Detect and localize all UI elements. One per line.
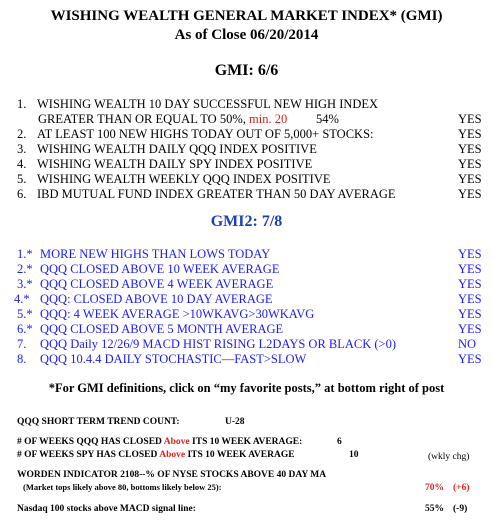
gmi2-item-5-num: 5.* xyxy=(17,307,33,321)
gmi2-item-5-result: YES xyxy=(458,307,482,321)
gmi2-item-1-num: 1.* xyxy=(17,247,33,261)
gmi-item-5-num: 5. xyxy=(17,172,27,186)
weekly-change-label: (wkly chg) xyxy=(428,452,470,462)
gmi-item-4-result: YES xyxy=(458,157,482,171)
gmi2-item-8-num: 8. xyxy=(17,352,27,366)
gmi2-item-8-text: QQQ 10.4.4 DAILY STOCHASTIC—FAST>SLOW xyxy=(40,352,307,366)
gmi-score: GMI: 6/6 xyxy=(214,62,279,79)
macd-change: (-9) xyxy=(453,504,468,514)
gmi-item-6-result: YES xyxy=(458,187,482,201)
gmi2-item-2-text: QQQ CLOSED ABOVE 10 WEEK AVERAGE xyxy=(40,262,280,276)
gmi2-item-7-num: 7. xyxy=(17,337,27,351)
gmi-item-5-text: WISHING WEALTH WEEKLY QQQ INDEX POSITIVE xyxy=(37,172,331,186)
gmi2-item-7-result: NO xyxy=(458,337,477,351)
gmi-definitions-note: *For GMI definitions, click on “my favorite posts,” at bottom right of post xyxy=(48,381,445,395)
gmi2-item-6-text: QQQ CLOSED ABOVE 5 MONTH AVERAGE xyxy=(40,322,284,336)
gmi-item-6-text: IBD MUTUAL FUND INDEX GREATER THAN 50 DAY AVERAGE xyxy=(37,187,396,201)
worden-sub: (Market tops likely above 80, bottoms likely below 25): xyxy=(23,482,222,492)
trend-count-label: QQQ SHORT TERM TREND COUNT: xyxy=(17,417,180,427)
gmi2-item-3-text: QQQ CLOSED ABOVE 4 WEEK AVERAGE xyxy=(40,277,274,291)
weeks-spy-above: Above xyxy=(159,450,186,460)
gmi2-item-3-num: 3.* xyxy=(17,277,33,291)
weeks-spy-row: # OF WEEKS SPY HAS CLOSED Above ITS 10 WEEK AVERAGE xyxy=(17,450,295,460)
gmi2-item-4-result: YES xyxy=(458,292,482,306)
gmi2-item-2-result: YES xyxy=(458,262,482,276)
gmi2-item-3-result: YES xyxy=(458,277,482,291)
gmi2-item-4-num: 4.* xyxy=(14,292,30,306)
gmi-item-2-result: YES xyxy=(458,127,482,141)
weeks-qqq-value: 6 xyxy=(337,437,342,447)
gmi-item-2-text: AT LEAST 100 NEW HIGHS TODAY OUT OF 5,000+ STOCKS: xyxy=(37,127,374,141)
gmi-item-5-result: YES xyxy=(458,172,482,186)
gmi-item-3-result: YES xyxy=(458,142,482,156)
weeks-spy-value: 10 xyxy=(349,450,359,460)
gmi-item-1-num: 1. xyxy=(17,97,27,111)
gmi-item-4-num: 4. xyxy=(17,157,27,171)
gmi-item-1-result: YES xyxy=(458,112,482,126)
gmi-item-6-num: 6. xyxy=(17,187,27,201)
gmi2-item-1-text: MORE NEW HIGHS THAN LOWS TODAY xyxy=(40,247,271,261)
gmi2-item-2-num: 2.* xyxy=(17,262,33,276)
worden-value: 70% xyxy=(425,483,444,493)
trend-count-value: U-28 xyxy=(225,417,245,427)
gmi-item-1-text: WISHING WEALTH 10 DAY SUCCESSFUL NEW HIGH INDEX xyxy=(37,97,379,111)
gmi2-item-1-result: YES xyxy=(458,247,482,261)
gmi2-item-6-num: 6.* xyxy=(17,322,33,336)
gmi2-item-6-result: YES xyxy=(458,322,482,336)
macd-label: Nasdaq 100 stocks above MACD signal line: xyxy=(17,504,196,514)
gmi2-item-4-text: QQQ: CLOSED ABOVE 10 DAY AVERAGE xyxy=(40,292,273,306)
gmi-item-3-text: WISHING WEALTH DAILY QQQ INDEX POSITIVE xyxy=(37,142,317,156)
gmi-item-4-text: WISHING WEALTH DAILY SPY INDEX POSITIVE xyxy=(37,157,313,171)
gmi2-item-8-result: YES xyxy=(458,352,482,366)
gmi-item-1-pct: 54% xyxy=(316,112,339,126)
gmi2-score: GMI2: 7/8 xyxy=(210,213,283,230)
gmi-item-2-num: 2. xyxy=(17,127,27,141)
weeks-qqq-above: Above xyxy=(163,437,190,447)
gmi-item-1-min: min. 20 xyxy=(249,112,288,126)
gmi-item-3-num: 3. xyxy=(17,142,27,156)
worden-label: WORDEN INDICATOR 2108--% OF NYSE STOCKS ABOVE 40 DAY MA xyxy=(17,470,327,480)
gmi2-item-5-text: QQQ: 4 WEEK AVERAGE >10WKAVG>30WKAVG xyxy=(40,307,315,321)
gmi2-item-7-text: QQQ Daily 12/26/9 MACD HIST RISING L2DAYS OR BLACK (>0) xyxy=(40,337,397,351)
gmi-item-1-text2: GREATER THAN OR EQUAL TO 50%, min. 20 xyxy=(38,112,288,126)
page-subtitle: As of Close 06/20/2014 xyxy=(174,27,319,43)
page-title: WISHING WEALTH GENERAL MARKET INDEX* (GMI) xyxy=(50,8,443,24)
worden-change: (+6) xyxy=(453,483,470,493)
weeks-qqq-row: # OF WEEKS QQQ HAS CLOSED Above ITS 10 WEEK AVERAGE: xyxy=(17,437,303,447)
macd-value: 55% xyxy=(425,504,444,514)
